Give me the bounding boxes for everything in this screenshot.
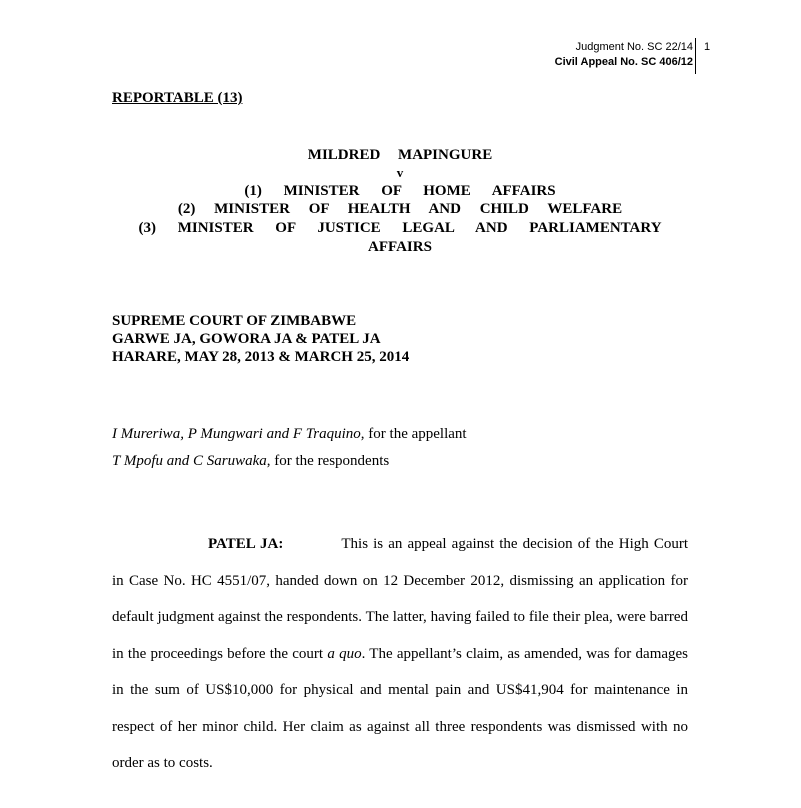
civil-appeal-number: Civil Appeal No. SC 406/12 — [554, 56, 693, 68]
judges: GARWE JA, GOWORA JA & PATEL JA — [112, 331, 381, 347]
judgment-number: Judgment No. SC 22/14 — [575, 41, 693, 53]
header-divider — [695, 38, 696, 74]
place-and-dates: HARARE, MAY 28, 2013 & MARCH 25, 2014 — [112, 349, 410, 365]
respondent-3: (3) MINISTER OF JUSTICE LEGAL AND PARLIAMENTARY — [138, 220, 662, 236]
appellant-counsel-names: I Mureriwa, P Mungwari and F Traquino — [112, 426, 361, 442]
respondent-2: (2) MINISTER OF HEALTH AND CHILD WELFARE — [177, 201, 623, 217]
counsel-block — [112, 421, 467, 475]
court-name: SUPREME COURT OF ZIMBABWE — [112, 313, 357, 329]
page-number: 1 — [704, 41, 711, 53]
respondent-counsel-names: T Mpofu and C Saruwaka — [112, 453, 267, 469]
judgment-text-2: . The appellant’s claim, as amended, was for damages in the sum of US$10,000 for physical and mental pain and US$41,904 for maintenance in respect of her minor child. Her claim as against all three respondents was dismissed with no order as to costs. — [112, 645, 689, 771]
judgment-text-1: This is an appeal against the decision of the High Court in Case No. HC 4551/07, handed down on 12 December 2012, dismissing an application for default judgment against the respondents. The latter, having failed to file their plea, were barred in the proceedings before the court — [112, 536, 688, 662]
respondent-3-continued: AFFAIRS — [368, 239, 432, 255]
judge-name: PATEL JA: — [208, 536, 284, 552]
appellant-name: MILDRED MAPINGURE — [307, 147, 493, 163]
respondent-counsel-role: , for the respondents — [266, 453, 390, 469]
appellant-counsel — [112, 421, 467, 448]
judgment-paragraph — [112, 526, 688, 782]
reportable-label: REPORTABLE (13) — [112, 90, 243, 106]
court-details — [112, 312, 409, 366]
judgment-italic-phrase: a quo — [327, 645, 362, 662]
versus-label: v — [396, 165, 404, 180]
document-header — [555, 40, 693, 70]
respondent-1: (1) MINISTER OF HOME AFFAIRS — [244, 183, 556, 199]
respondent-counsel — [112, 448, 467, 475]
appellant-counsel-role: , for the appellant — [360, 426, 467, 442]
